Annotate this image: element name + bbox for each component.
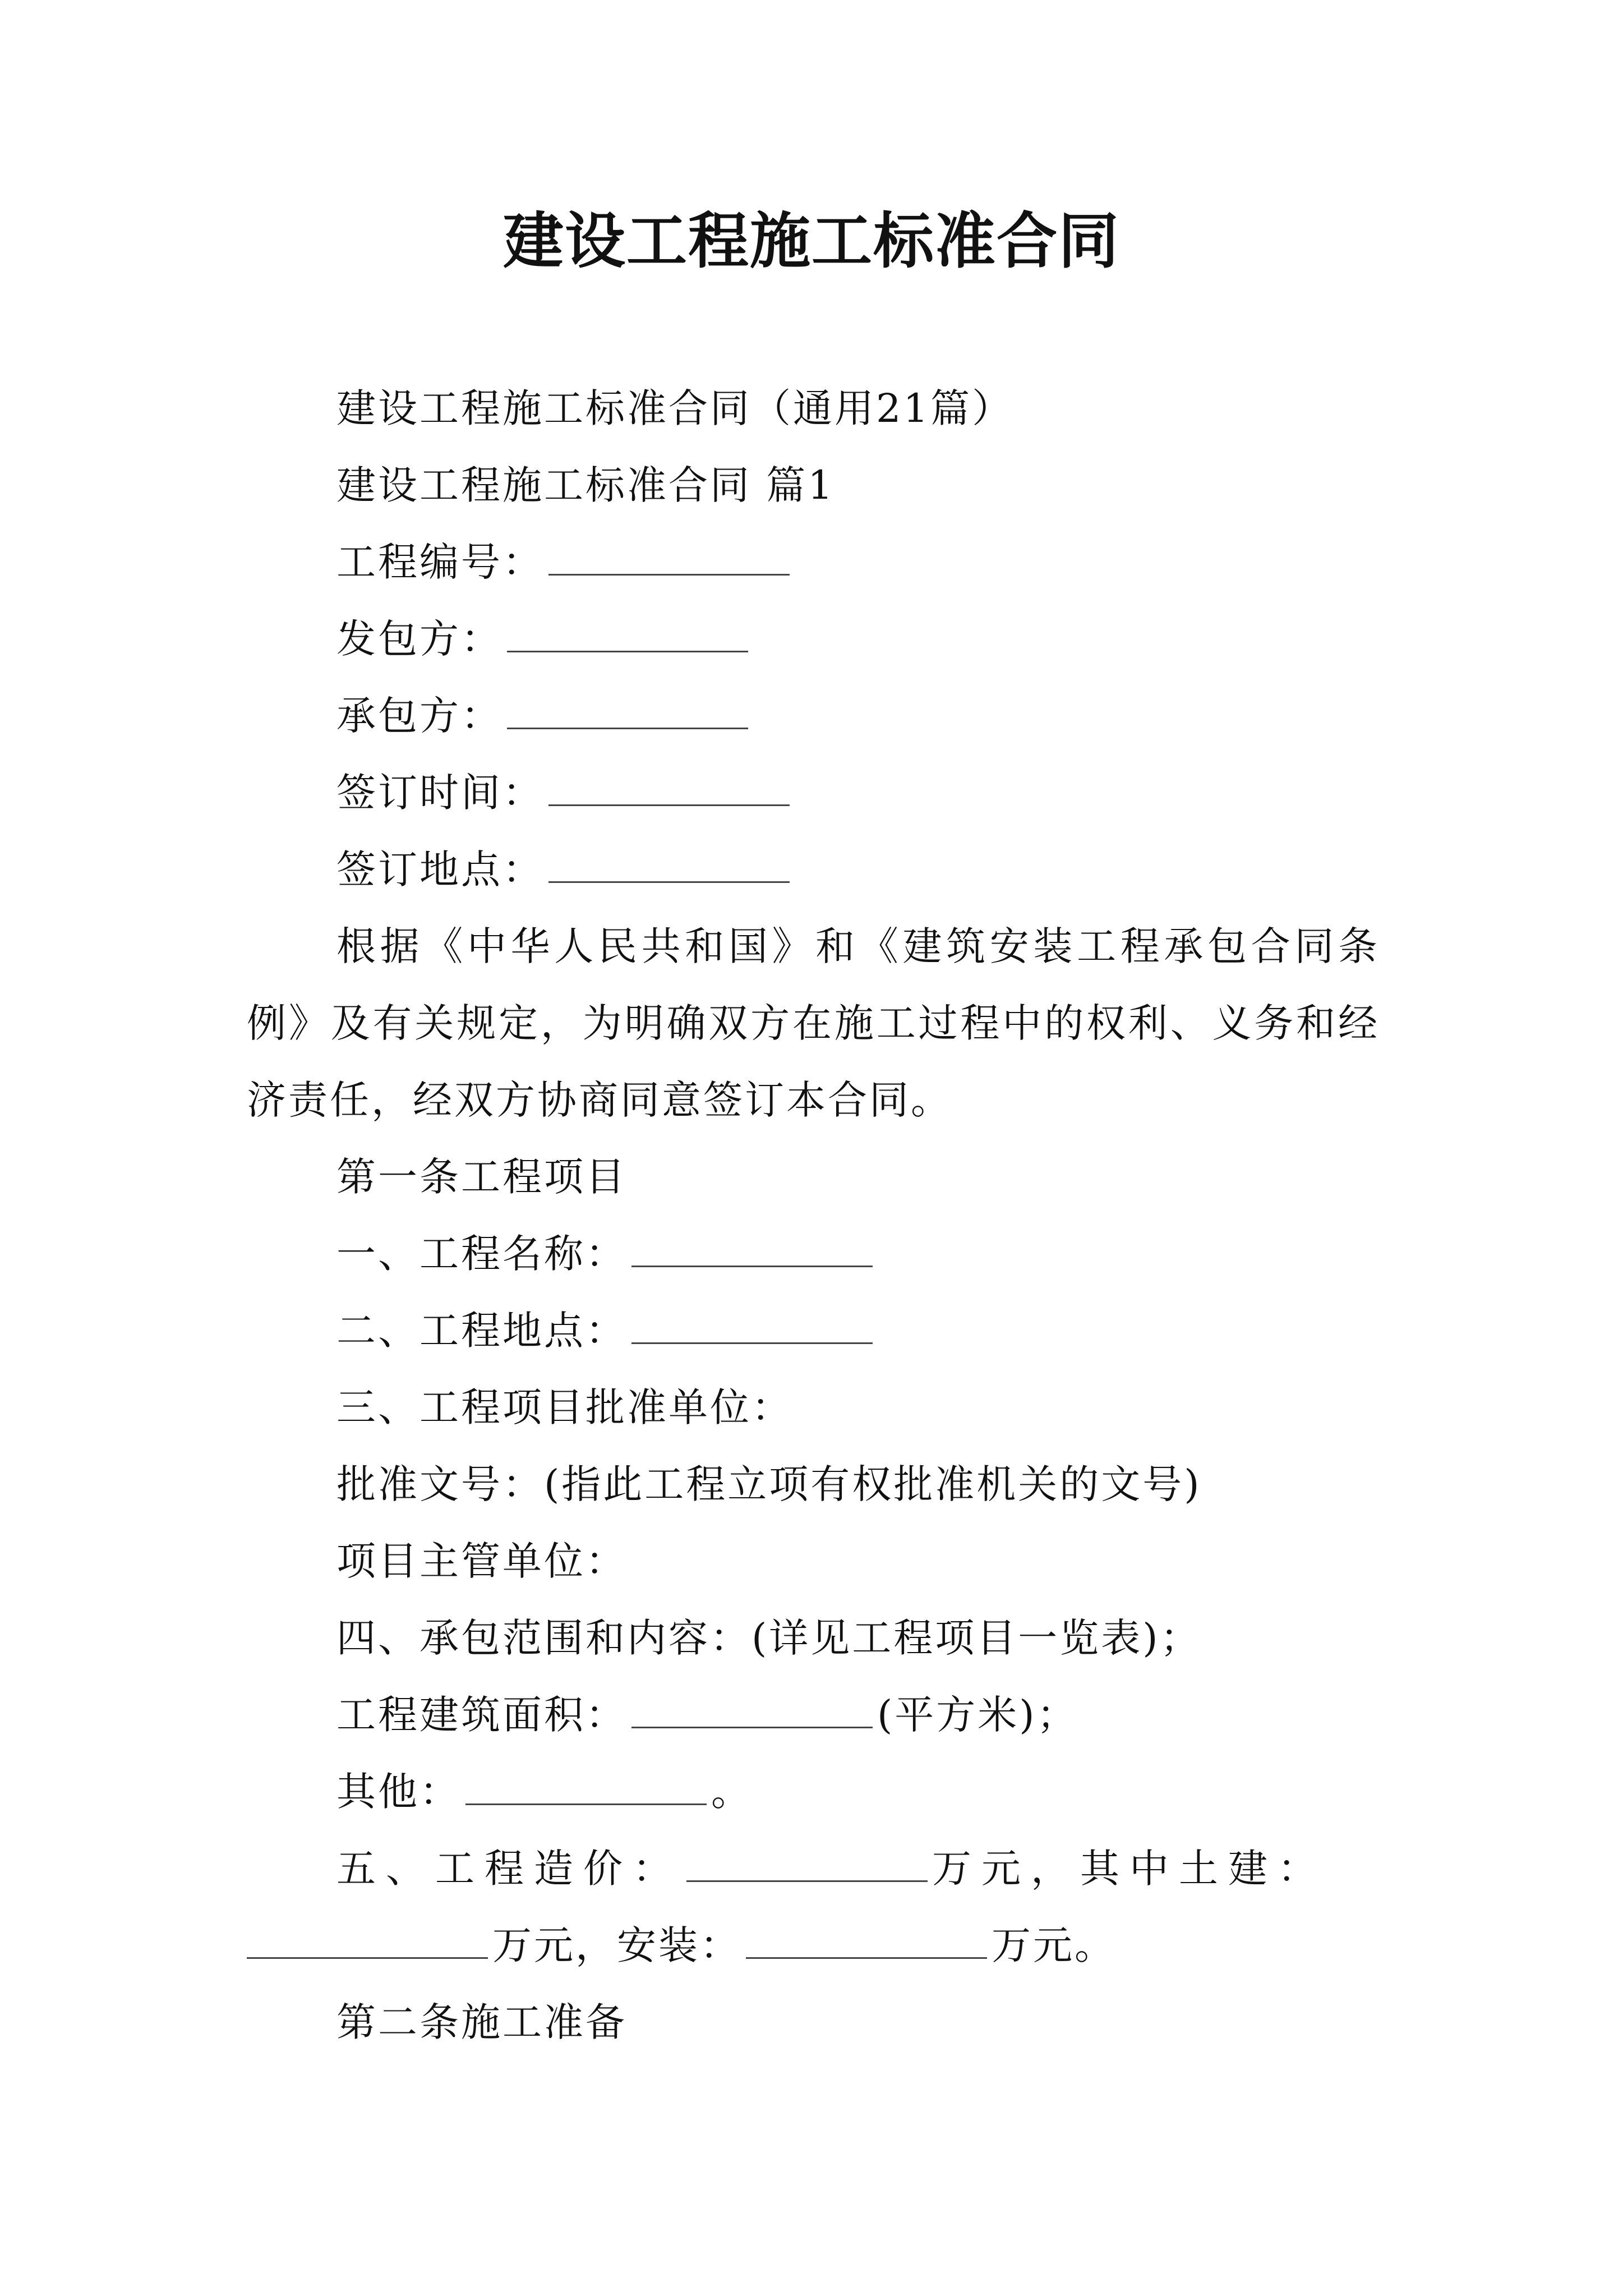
employer-label: 发包方： [336, 616, 502, 662]
install-cost-blank[interactable] [746, 1918, 987, 1959]
project-number-label: 工程编号： [336, 539, 544, 585]
project-cost-blank[interactable] [686, 1841, 928, 1882]
article-heading: 建设工程施工标准合同 篇1 [336, 462, 835, 508]
install-cost-label: 万元，安装： [492, 1922, 741, 1968]
project-number-line [247, 524, 1380, 601]
project-location-blank[interactable] [631, 1303, 873, 1344]
sign-place-blank[interactable] [548, 842, 790, 883]
building-area-line [247, 1677, 1380, 1754]
approval-unit-line: 三、工程项目批准单位： [336, 1384, 793, 1430]
project-cost-line-2 [247, 1907, 1380, 1984]
employer-line [247, 601, 1380, 678]
other-blank[interactable] [465, 1764, 707, 1805]
sign-time-line [247, 754, 1380, 831]
article-1-heading: 第一条工程项目 [336, 1154, 627, 1200]
project-cost-line [247, 1830, 1380, 1907]
install-cost-end: 万元。 [992, 1922, 1116, 1968]
building-area-blank[interactable] [631, 1687, 873, 1728]
project-name-label: 一、工程名称： [336, 1231, 627, 1277]
project-name-line [247, 1216, 1380, 1292]
project-cost-civil-label: 万元，其中土建： [932, 1846, 1327, 1892]
project-name-blank[interactable] [631, 1226, 873, 1267]
other-line [247, 1754, 1380, 1830]
intro-paragraph: 根据《中华人民共和国》和《建筑安装工程承包合同条例》及有关规定，为明确双方在施工过程中的权利、义务和经济责任，经双方协商同意签订本合同。 [247, 923, 1380, 1123]
contractor-line [247, 678, 1380, 754]
contractor-blank[interactable] [507, 688, 748, 729]
project-number-blank[interactable] [548, 535, 790, 576]
sign-place-label: 签订地点： [336, 846, 544, 892]
contractor-label: 承包方： [336, 693, 502, 739]
project-location-line [247, 1292, 1380, 1369]
article-2-heading: 第二条施工准备 [336, 1999, 627, 2045]
building-area-label: 工程建筑面积： [336, 1692, 627, 1738]
building-area-unit: (平方米)； [877, 1692, 1078, 1738]
sign-time-label: 签订时间： [336, 770, 544, 816]
employer-blank[interactable] [507, 611, 748, 652]
document-body [247, 370, 1380, 2061]
other-end: 。 [711, 1769, 753, 1815]
sign-place-line [247, 831, 1380, 908]
civil-cost-blank[interactable] [247, 1918, 488, 1959]
other-label: 其他： [336, 1769, 461, 1815]
sign-time-blank[interactable] [548, 765, 790, 806]
project-location-label: 二、工程地点： [336, 1308, 627, 1354]
document-title: 建设工程施工标准合同 [502, 206, 1120, 277]
scope-line: 四、承包范围和内容：(详见工程项目一览表)； [336, 1615, 1202, 1661]
project-cost-label: 五、工程造价： [336, 1846, 682, 1892]
supervisor-unit-line: 项目主管单位： [336, 1538, 627, 1584]
approval-number-line: 批准文号：(指此工程立项有权批准机关的文号) [336, 1461, 1202, 1507]
subtitle-line: 建设工程施工标准合同（通用21篇） [336, 385, 1014, 431]
